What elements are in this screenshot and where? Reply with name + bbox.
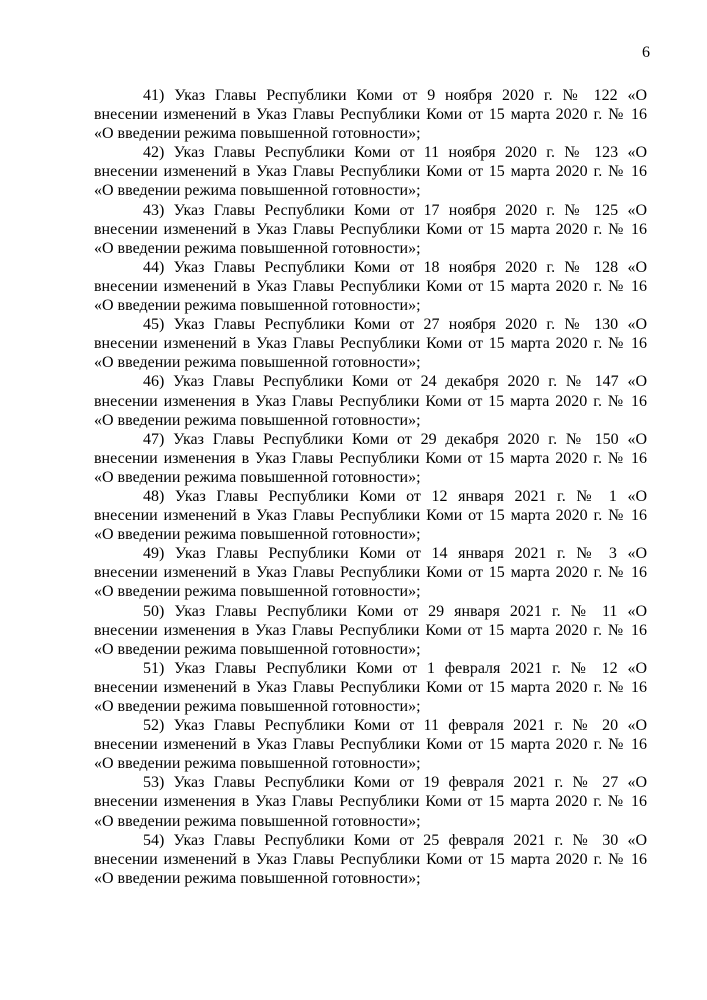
decree-text-line: внесении изменений в Указ Главы Республики Коми от 15 марта 2020 г. № 16 [94, 564, 647, 582]
decree-list-item [94, 258, 647, 315]
decree-text-line: внесении изменений в Указ Главы Республики Коми от 15 марта 2020 г. № 16 [94, 220, 647, 238]
decree-text-line: «О введении режима повышенной готовности»; [94, 468, 421, 486]
decree-text-line: внесении изменений в Указ Главы Республики Коми от 15 марта 2020 г. № 16 [94, 163, 647, 181]
decree-text-line: 50) Указ Главы Республики Коми от 29 января 2021 г. № 11 «О [143, 602, 647, 620]
decree-text-line: внесении изменений в Указ Главы Республики Коми от 15 марта 2020 г. № 16 [94, 335, 647, 353]
decree-text-line: «О введении режима повышенной готовности»; [94, 239, 421, 257]
decree-text-line: внесении изменений в Указ Главы Республики Коми от 15 марта 2020 г. № 16 [94, 106, 647, 124]
decree-text-line: «О введении режима повышенной готовности»; [94, 755, 421, 773]
decree-text-line: внесении изменений в Указ Главы Республики Коми от 15 марта 2020 г. № 16 [94, 678, 647, 696]
decree-text-line: «О введении режима повышенной готовности»; [94, 526, 421, 544]
decree-list-item [94, 201, 647, 258]
decree-text-line: 49) Указ Главы Республики Коми от 14 января 2021 г. № 3 «О [143, 545, 647, 563]
decree-list-item [94, 716, 647, 773]
decree-text-line: внесении изменений в Указ Главы Республики Коми от 15 марта 2020 г. № 16 [94, 736, 647, 754]
decree-text-line: внесении изменения в Указ Главы Республики Коми от 15 марта 2020 г. № 16 [94, 621, 647, 639]
decree-text-line: 48) Указ Главы Республики Коми от 12 января 2021 г. № 1 «О [143, 487, 647, 505]
decree-text-line: «О введении режима повышенной готовности»; [94, 354, 421, 372]
decree-list-item [94, 430, 647, 487]
decree-text-line: «О введении режима повышенной готовности»; [94, 297, 421, 315]
decree-text-line: внесении изменения в Указ Главы Республики Коми от 15 марта 2020 г. № 16 [94, 449, 647, 467]
decree-list-item [94, 86, 647, 143]
document-body [94, 86, 647, 888]
decree-text-line: 54) Указ Главы Республики Коми от 25 февраля 2021 г. № 30 «О [143, 831, 647, 849]
decree-text-line: 53) Указ Главы Республики Коми от 19 февраля 2021 г. № 27 «О [143, 774, 647, 792]
decree-text-line: 41) Указ Главы Республики Коми от 9 ноября 2020 г. № 122 «О [143, 87, 647, 104]
decree-text-line: «О введении режима повышенной готовности»; [94, 182, 421, 200]
decree-list-item [94, 372, 647, 429]
decree-text-line: «О введении режима повышенной готовности»; [94, 583, 421, 601]
decree-text-line: 52) Указ Главы Республики Коми от 11 февраля 2021 г. № 20 «О [143, 717, 647, 735]
page-number: 6 [642, 44, 650, 61]
decree-list-item [94, 602, 647, 659]
decree-text-line: 51) Указ Главы Республики Коми от 1 февраля 2021 г. № 12 «О [143, 659, 647, 677]
decree-text-line: «О введении режима повышенной готовности»; [94, 125, 421, 143]
decree-text-line: 46) Указ Главы Республики Коми от 24 декабря 2020 г. № 147 «О [143, 373, 647, 391]
decree-list-item [94, 659, 647, 716]
decree-text-line: 43) Указ Главы Республики Коми от 17 ноября 2020 г. № 125 «О [143, 201, 647, 219]
decree-text-line: 42) Указ Главы Республики Коми от 11 ноября 2020 г. № 123 «О [143, 144, 647, 162]
decree-text-line: 45) Указ Главы Республики Коми от 27 ноября 2020 г. № 130 «О [143, 316, 647, 334]
decree-text-line: «О введении режима повышенной готовности»; [94, 812, 421, 830]
decree-list-item [94, 831, 647, 888]
decree-text-line: внесении изменения в Указ Главы Республики Коми от 15 марта 2020 г. № 16 [94, 793, 647, 811]
decree-list-item [94, 773, 647, 830]
decree-text-line: внесении изменений в Указ Главы Республики Коми от 15 марта 2020 г. № 16 [94, 277, 647, 295]
decree-list-item [94, 544, 647, 601]
decree-list-item [94, 487, 647, 544]
decree-text-line: внесении изменения в Указ Главы Республики Коми от 15 марта 2020 г. № 16 [94, 392, 647, 410]
decree-text-line: «О введении режима повышенной готовности»; [94, 698, 421, 715]
decree-text-line: внесении изменений в Указ Главы Республики Коми от 15 марта 2020 г. № 16 [94, 850, 647, 868]
decree-text-line: внесении изменений в Указ Главы Республики Коми от 15 марта 2020 г. № 16 [94, 507, 647, 525]
decree-text-line: «О введении режима повышенной готовности»; [94, 640, 421, 658]
decree-list-item [94, 143, 647, 200]
decree-text-line: «О введении режима повышенной готовности»; [94, 869, 421, 887]
decree-text-line: 47) Указ Главы Республики Коми от 29 декабря 2020 г. № 150 «О [143, 430, 647, 448]
decree-list-item [94, 315, 647, 372]
decree-text-line: «О введении режима повышенной готовности»; [94, 411, 421, 429]
decree-text-line: 44) Указ Главы Республики Коми от 18 ноября 2020 г. № 128 «О [143, 258, 647, 276]
